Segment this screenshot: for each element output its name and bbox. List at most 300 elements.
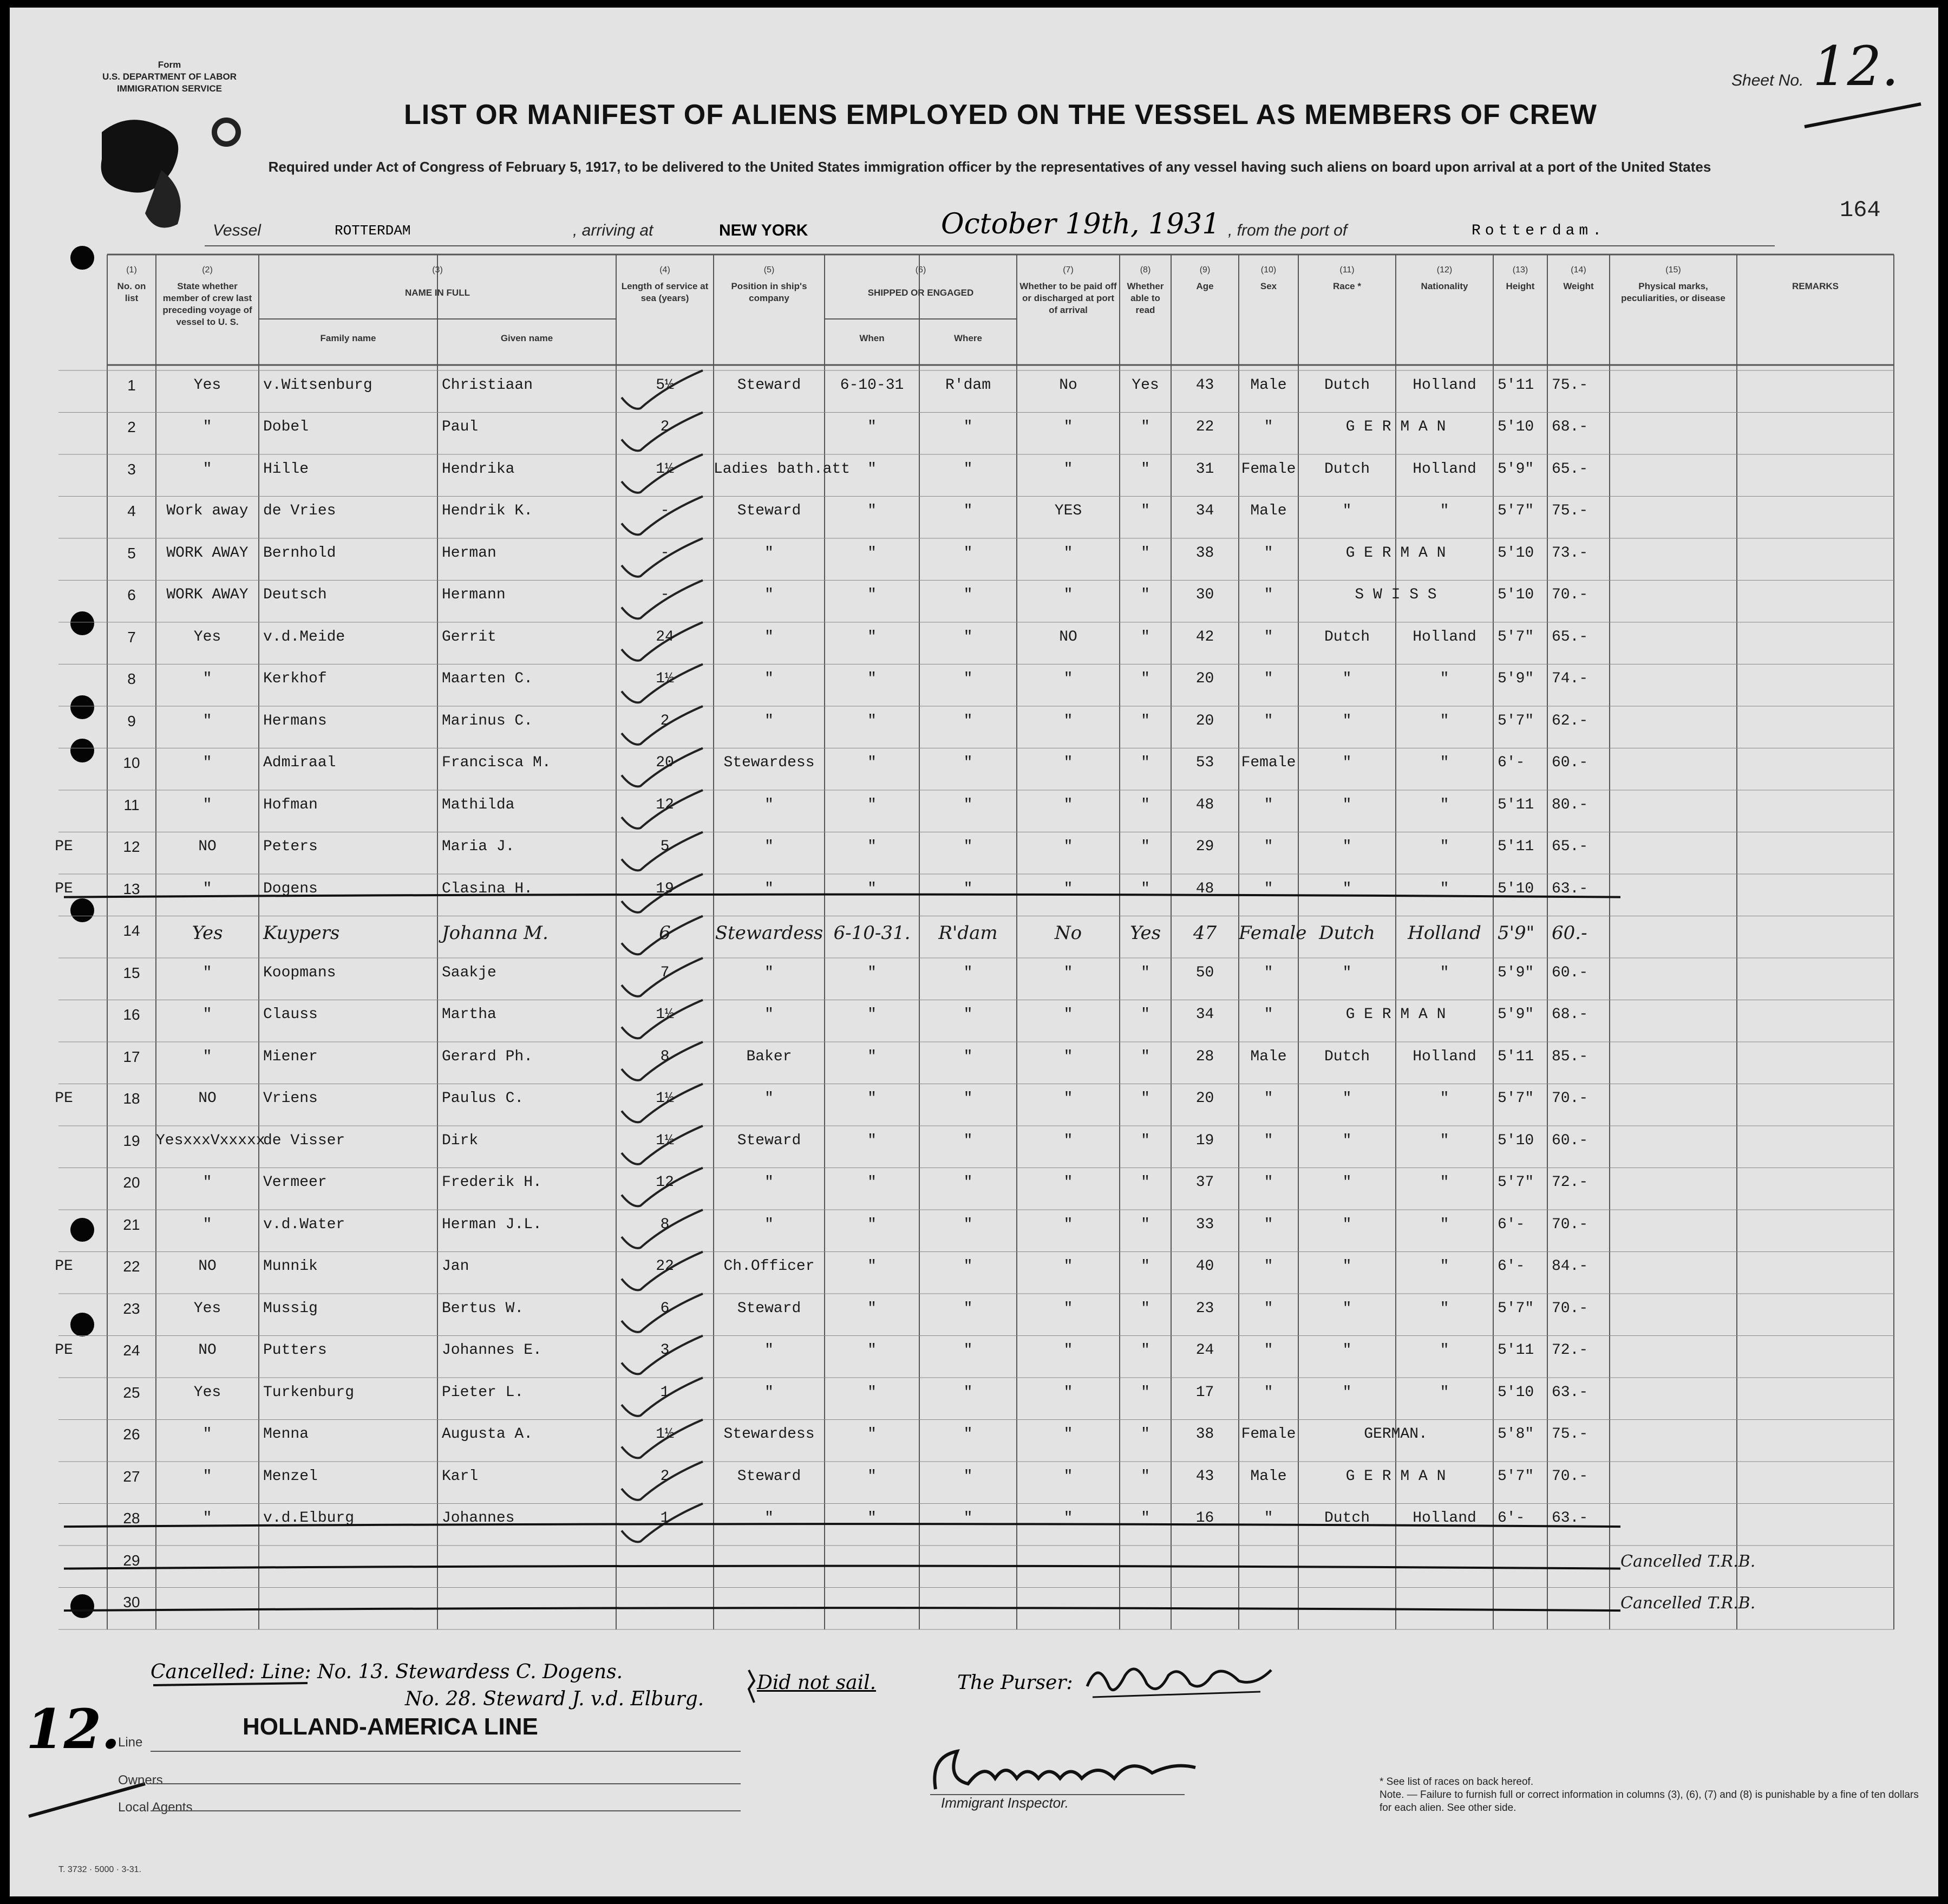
cell-sex: " <box>1264 964 1273 981</box>
cell-where: " <box>963 503 973 520</box>
cell-family: Bernhold <box>263 544 336 562</box>
column-header: SHIPPED OR ENGAGED <box>867 288 974 298</box>
cell-where: R'dam <box>945 376 991 394</box>
cell-paid: " <box>1063 419 1073 436</box>
cell-sex: " <box>1264 1342 1273 1359</box>
column-header: Whether able to read <box>1127 281 1164 315</box>
cell-when: " <box>867 1384 877 1401</box>
cell-read: " <box>1141 1048 1150 1065</box>
cell-paid: " <box>1063 1006 1073 1023</box>
cell-given: Marinus C. <box>442 712 533 729</box>
row-number: 19 <box>123 1132 140 1149</box>
cell-given: Gerrit <box>442 628 496 645</box>
column-number: (8) <box>1140 265 1151 275</box>
cell-weight: 60.- <box>1552 922 1587 944</box>
cell-read: " <box>1141 1174 1150 1191</box>
cell-given: Jan <box>442 1258 469 1275</box>
cell-service: 12 <box>656 796 674 813</box>
cell-nationality: " <box>1440 796 1449 813</box>
cell-given: Christiaan <box>442 376 533 394</box>
cell-service: 1½ <box>656 1132 674 1149</box>
cell-weight: 75.- <box>1552 376 1589 394</box>
cell-family: Putters <box>263 1342 327 1359</box>
cell-read: " <box>1141 670 1150 688</box>
cell-position: " <box>764 838 774 856</box>
cell-family: Kuypers <box>263 922 340 944</box>
cell-weight: 60.- <box>1552 964 1589 981</box>
column-number: (4) <box>659 265 670 275</box>
cell-state: Yes <box>193 1300 221 1317</box>
cell-weight: 75.- <box>1552 503 1589 520</box>
cell-where: " <box>963 1048 973 1065</box>
cell-sex: Male <box>1250 1468 1287 1485</box>
cell-position: Steward <box>737 1300 801 1317</box>
cell-sex: Male <box>1250 376 1287 394</box>
cell-where: " <box>963 544 973 562</box>
row-number: 25 <box>123 1384 140 1401</box>
cell-age: 37 <box>1195 1174 1214 1191</box>
cell-nationality: " <box>1440 964 1449 981</box>
cell-state: Yes <box>193 628 221 645</box>
row-number: 20 <box>123 1174 140 1191</box>
cell-age: 31 <box>1195 460 1214 478</box>
cell-read: " <box>1141 838 1150 856</box>
cell-position: Stewardess <box>723 1426 815 1443</box>
cell-age: 48 <box>1195 880 1214 897</box>
row-number: 22 <box>123 1258 140 1275</box>
cell-race: Dutch <box>1324 628 1370 645</box>
cell-height: 5'11 <box>1498 796 1534 813</box>
cell-weight: 70.- <box>1552 1300 1589 1317</box>
page-number: 164 <box>1840 197 1881 223</box>
cell-nationality: " <box>1440 670 1449 688</box>
cell-when: 6-10-31 <box>840 376 904 394</box>
cell-paid: No <box>1059 376 1077 394</box>
cell-given: Augusta A. <box>442 1426 533 1443</box>
cell-race: G E R M A N <box>1345 419 1446 436</box>
cell-service: 5½ <box>656 376 674 394</box>
cell-paid: " <box>1063 586 1073 604</box>
cell-read: " <box>1141 419 1150 436</box>
cell-height: 5'9" <box>1498 922 1535 944</box>
cell-height: 6'- <box>1498 1258 1525 1275</box>
cell-where: " <box>963 1090 973 1107</box>
cell-weight: 80.- <box>1552 796 1589 813</box>
cell-service: 1½ <box>656 460 674 478</box>
cell-state: " <box>202 1426 212 1443</box>
pe-mark: PE <box>55 1258 73 1275</box>
cell-when: " <box>867 1510 877 1527</box>
cell-age: 53 <box>1195 754 1214 772</box>
cell-height: 5'10 <box>1498 419 1534 436</box>
sheet-label: Sheet No. <box>1731 71 1804 89</box>
manifest-sheet <box>10 8 1938 1896</box>
cell-when: " <box>867 1006 877 1023</box>
cell-weight: 85.- <box>1552 1048 1589 1065</box>
cell-service: 22 <box>656 1258 674 1275</box>
cell-given: Frederik H. <box>442 1174 542 1191</box>
cell-paid: " <box>1063 1216 1073 1233</box>
cell-read: " <box>1141 1468 1150 1485</box>
cell-family: Admiraal <box>263 754 336 772</box>
cell-sex: " <box>1264 712 1273 729</box>
cell-weight: 72.- <box>1552 1174 1589 1191</box>
cell-nationality: " <box>1440 1342 1449 1359</box>
footnotes: * See list of races on back hereof. Note. — Failure to furnish full or correct information in columns (3), (6), (7) and (8) is punishable by a fine of ten dollars for each alien. See other side. <box>1380 1776 1919 1814</box>
cell-race: G E R M A N <box>1345 1468 1446 1485</box>
column-header: Sex <box>1260 281 1277 291</box>
cell-where: " <box>963 1300 973 1317</box>
arrival-port: NEW YORK <box>719 221 808 239</box>
cell-when: 6-10-31. <box>833 922 911 944</box>
cell-weight: 70.- <box>1552 1216 1589 1233</box>
cell-sex: " <box>1264 628 1273 645</box>
cell-family: Mussig <box>263 1300 318 1317</box>
cell-paid: No <box>1054 922 1082 944</box>
cell-service: 6 <box>660 1300 670 1317</box>
cell-state: Yes <box>193 1384 221 1401</box>
cell-family: v.Witsenburg <box>263 376 372 394</box>
cell-when: " <box>867 1174 877 1191</box>
cell-weight: 70.- <box>1552 586 1589 604</box>
cell-state: " <box>202 1216 212 1233</box>
cell-given: Saakje <box>442 964 496 981</box>
column-header: Race * <box>1333 281 1361 291</box>
cell-weight: 65.- <box>1552 628 1589 645</box>
cell-when: " <box>867 1048 877 1065</box>
cell-age: 33 <box>1195 1216 1214 1233</box>
cell-state: Yes <box>192 922 223 944</box>
row-number: 12 <box>123 838 140 856</box>
cell-position: " <box>764 1006 774 1023</box>
cell-age: 23 <box>1195 1300 1214 1317</box>
cell-state: " <box>202 419 212 436</box>
cell-race: " <box>1342 1216 1352 1233</box>
cell-age: 47 <box>1193 922 1217 944</box>
cell-position: Ladies bath.att <box>714 460 851 478</box>
row-number: 5 <box>127 544 136 562</box>
cell-sex: " <box>1264 1132 1273 1149</box>
cell-race: " <box>1342 1090 1352 1107</box>
cell-paid: " <box>1063 1258 1073 1275</box>
cell-family: Munnik <box>263 1258 318 1275</box>
cell-position: Steward <box>737 376 801 394</box>
cell-where: " <box>963 1342 973 1359</box>
cell-weight: 63.- <box>1552 880 1589 897</box>
cell-given: Herman J.L. <box>442 1216 542 1233</box>
cell-nationality: " <box>1440 1174 1449 1191</box>
cell-given: Dirk <box>442 1132 479 1149</box>
strike-line <box>64 1566 1620 1569</box>
cell-family: v.d.Water <box>263 1216 345 1233</box>
cell-when: " <box>867 1300 877 1317</box>
cell-service: 24 <box>656 628 674 645</box>
cell-paid: " <box>1063 964 1073 981</box>
cell-nationality: " <box>1440 754 1449 772</box>
column-number: (5) <box>763 265 775 275</box>
cell-height: 5'9" <box>1498 1006 1534 1023</box>
cell-read: " <box>1141 1300 1150 1317</box>
row-number: 29 <box>123 1551 140 1569</box>
form-id: T. 3732 · 5000 · 3-31. <box>58 1865 141 1874</box>
cell-paid: " <box>1063 1468 1073 1485</box>
cell-given: Pieter L. <box>442 1384 524 1401</box>
cell-age: 42 <box>1195 628 1214 645</box>
cell-state: WORK AWAY <box>166 586 249 604</box>
cell-position: " <box>764 544 774 562</box>
cell-where: " <box>963 1132 973 1149</box>
owners-label: Owners <box>118 1773 163 1788</box>
cell-given: Johannes E. <box>442 1342 542 1359</box>
cell-paid: " <box>1063 1426 1073 1443</box>
column-number: (11) <box>1339 265 1355 275</box>
cell-race: " <box>1342 1174 1352 1191</box>
cell-state: YesxxxVxxxxx <box>156 1132 265 1149</box>
cell-height: 5'11 <box>1498 1342 1534 1359</box>
cell-paid: " <box>1063 1174 1073 1191</box>
cell-family: Deutsch <box>263 586 327 604</box>
cell-where: " <box>963 796 973 813</box>
document-title: LIST OR MANIFEST OF ALIENS EMPLOYED ON THE VESSEL AS MEMBERS OF CREW <box>404 99 1597 131</box>
cell-height: 5'9" <box>1498 964 1534 981</box>
cell-race: Dutch <box>1324 1048 1370 1065</box>
cell-where: " <box>963 964 973 981</box>
cell-service: - <box>660 586 670 604</box>
cell-age: 20 <box>1195 670 1214 688</box>
cell-service: 1½ <box>656 670 674 688</box>
cell-read: " <box>1141 544 1150 562</box>
cell-paid: " <box>1063 460 1073 478</box>
cell-height: 5'7" <box>1498 1174 1534 1191</box>
cell-family: v.d.Elburg <box>263 1510 355 1527</box>
cell-weight: 63.- <box>1552 1510 1589 1527</box>
cell-height: 5'8" <box>1498 1426 1534 1443</box>
cell-position: " <box>764 670 774 688</box>
cell-paid: NO <box>1059 628 1077 645</box>
cell-given: Karl <box>442 1468 479 1485</box>
cell-where: " <box>963 880 973 897</box>
cell-given: Johannes <box>442 1510 515 1527</box>
purser-signature <box>1082 1654 1277 1703</box>
cell-sex: Male <box>1250 503 1287 520</box>
cell-service: 8 <box>660 1216 670 1233</box>
cell-where: " <box>963 1426 973 1443</box>
cell-nationality: " <box>1440 880 1449 897</box>
cell-paid: " <box>1063 1132 1073 1149</box>
cell-given: Francisca M. <box>442 754 551 772</box>
cell-when: " <box>867 838 877 856</box>
cell-read: " <box>1141 1384 1150 1401</box>
cell-service: 19 <box>656 880 674 897</box>
cell-when: " <box>867 544 877 562</box>
cell-position: " <box>764 1510 774 1527</box>
cell-where: " <box>963 1510 973 1527</box>
cell-sex: " <box>1264 880 1273 897</box>
cell-nationality: " <box>1440 1090 1449 1107</box>
cell-given: Hendrik K. <box>442 503 533 520</box>
cell-nationality: " <box>1440 1300 1449 1317</box>
cell-read: " <box>1141 1426 1150 1443</box>
cell-race: " <box>1342 838 1352 856</box>
cell-position: Steward <box>737 503 801 520</box>
inspector-label: Immigrant Inspector. <box>941 1795 1069 1811</box>
cell-family: Dobel <box>263 419 309 436</box>
cell-when: " <box>867 964 877 981</box>
cell-height: 5'7" <box>1498 503 1534 520</box>
cell-when: " <box>867 1426 877 1443</box>
cell-service: 5 <box>660 838 670 856</box>
cell-race: " <box>1342 964 1352 981</box>
cell-sex: " <box>1264 1300 1273 1317</box>
cell-sex: " <box>1264 1384 1273 1401</box>
cell-paid: " <box>1063 796 1073 813</box>
cell-position: " <box>764 796 774 813</box>
cell-weight: 62.- <box>1552 712 1589 729</box>
cell-height: 5'10 <box>1498 586 1534 604</box>
row-number: 1 <box>127 376 136 394</box>
row-number: 8 <box>127 670 136 688</box>
row-number: 9 <box>127 712 136 729</box>
cell-nationality: Holland <box>1413 376 1476 394</box>
cell-given: Paulus C. <box>442 1090 524 1107</box>
cell-height: 5'9" <box>1498 460 1534 478</box>
column-header: REMARKS <box>1792 281 1839 291</box>
cell-remark: Cancelled T.R.B. <box>1620 1594 1756 1613</box>
cell-where: " <box>963 628 973 645</box>
cell-paid: YES <box>1054 503 1082 520</box>
cell-given: Mathilda <box>442 796 515 813</box>
cell-state: " <box>202 460 212 478</box>
cell-race: G E R M A N <box>1345 544 1446 562</box>
cell-service: 1 <box>660 1510 670 1527</box>
cell-position: " <box>764 1090 774 1107</box>
cell-where: " <box>963 670 973 688</box>
row-number: 24 <box>123 1342 140 1359</box>
row-number: 6 <box>127 586 136 604</box>
row-number: 11 <box>123 796 140 813</box>
column-subheader: Where <box>954 333 982 343</box>
did-not-sail: Did not sail. <box>757 1672 877 1694</box>
cell-position: " <box>764 1342 774 1359</box>
cell-service: 6 <box>659 922 671 944</box>
cell-state: " <box>202 1006 212 1023</box>
row-number: 16 <box>123 1006 140 1023</box>
cell-where: R'dam <box>938 922 998 944</box>
cell-service: 1½ <box>656 1426 674 1443</box>
cell-family: Koopmans <box>263 964 336 981</box>
cell-nationality: Holland <box>1413 460 1476 478</box>
column-header: Age <box>1196 281 1214 291</box>
cell-when: " <box>867 880 877 897</box>
cell-height: 5'10 <box>1498 880 1534 897</box>
cell-where: " <box>963 586 973 604</box>
cell-given: Hermann <box>442 586 506 604</box>
cell-when: " <box>867 796 877 813</box>
cell-family: Menzel <box>263 1468 318 1485</box>
cell-read: " <box>1141 1510 1150 1527</box>
cell-paid: " <box>1063 712 1073 729</box>
column-header: Position in ship's company <box>731 281 807 303</box>
cell-weight: 60.- <box>1552 1132 1589 1149</box>
cell-family: de Vries <box>263 503 336 520</box>
cell-race: " <box>1342 754 1352 772</box>
cell-paid: " <box>1063 1384 1073 1401</box>
cell-age: 43 <box>1195 1468 1214 1485</box>
cell-race: " <box>1342 503 1352 520</box>
column-subheader: Family name <box>320 333 376 343</box>
cell-when: " <box>867 1468 877 1485</box>
column-number: (10) <box>1260 265 1277 275</box>
row-number: 2 <box>127 419 136 436</box>
cell-race: Dutch <box>1324 1510 1370 1527</box>
cell-paid: " <box>1063 754 1073 772</box>
cell-when: " <box>867 754 877 772</box>
row-number: 10 <box>123 754 140 772</box>
cell-sex: " <box>1264 1006 1273 1023</box>
cell-given: Clasina H. <box>442 880 533 897</box>
cell-read: " <box>1141 460 1150 478</box>
cell-when: " <box>867 1216 877 1233</box>
cell-sex: " <box>1264 1216 1273 1233</box>
cell-where: " <box>963 1384 973 1401</box>
cell-where: " <box>963 754 973 772</box>
cell-given: Bertus W. <box>442 1300 524 1317</box>
cell-when: " <box>867 1090 877 1107</box>
cell-read: " <box>1141 1090 1150 1107</box>
cell-read: " <box>1141 1342 1150 1359</box>
cell-paid: " <box>1063 670 1073 688</box>
column-number: (14) <box>1571 265 1586 275</box>
cell-where: " <box>963 1216 973 1233</box>
cell-sex: " <box>1264 670 1273 688</box>
cell-race: " <box>1342 1384 1352 1401</box>
cell-paid: " <box>1063 1090 1073 1107</box>
cell-position: " <box>764 1384 774 1401</box>
cell-position: " <box>764 1174 774 1191</box>
cell-weight: 65.- <box>1552 838 1589 856</box>
row-number: 3 <box>127 460 136 478</box>
cell-service: 8 <box>660 1048 670 1065</box>
cell-sex: Female <box>1241 460 1296 478</box>
strike-line <box>64 1608 1620 1610</box>
column-number: (2) <box>202 265 213 275</box>
cell-weight: 68.- <box>1552 419 1589 436</box>
cell-when: " <box>867 460 877 478</box>
cell-state: NO <box>198 1258 217 1275</box>
cell-position: " <box>764 628 774 645</box>
column-header: Height <box>1506 281 1535 291</box>
purser-label: The Purser: <box>957 1672 1073 1694</box>
cell-read: " <box>1141 1132 1150 1149</box>
cell-state: WORK AWAY <box>166 544 249 562</box>
row-number: 21 <box>123 1216 140 1233</box>
cell-age: 16 <box>1195 1510 1214 1527</box>
cell-age: 34 <box>1195 1006 1214 1023</box>
row-number: 15 <box>123 964 140 981</box>
cell-race: " <box>1342 1258 1352 1275</box>
cell-sex: " <box>1264 838 1273 856</box>
cell-when: " <box>867 1258 877 1275</box>
cell-family: Menna <box>263 1426 309 1443</box>
cell-weight: 65.- <box>1552 460 1589 478</box>
cell-height: 5'7" <box>1498 628 1534 645</box>
arriving-label: , arriving at <box>573 221 653 239</box>
cell-given: Johanna M. <box>442 922 548 944</box>
cell-weight: 70.- <box>1552 1090 1589 1107</box>
cell-race: " <box>1342 712 1352 729</box>
cell-sex: " <box>1264 1090 1273 1107</box>
cell-remark: Cancelled T.R.B. <box>1620 1551 1756 1571</box>
